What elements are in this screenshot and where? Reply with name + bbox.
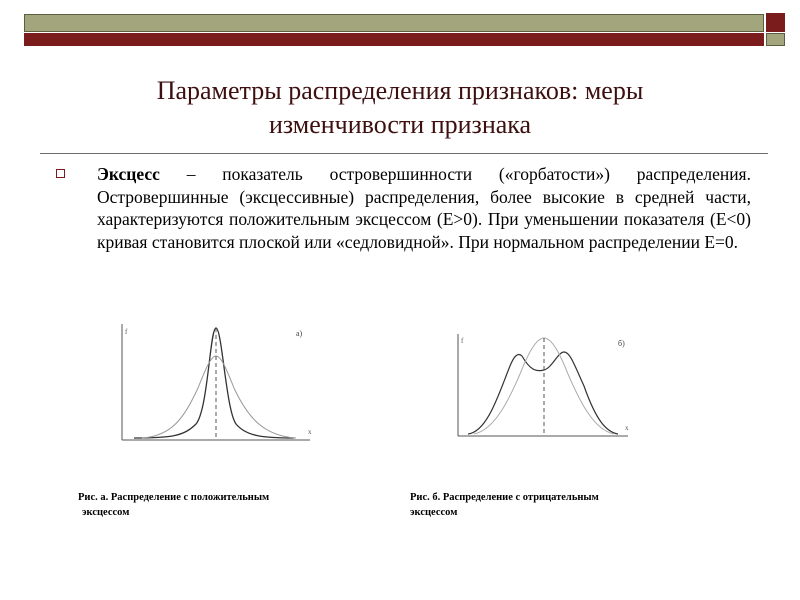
figure-a-peaked-curve	[134, 328, 294, 438]
figure-b-plot	[450, 330, 635, 445]
header-maroon-square	[766, 13, 785, 32]
figure-b-saddle-curve	[468, 352, 618, 434]
caption-figure-b	[410, 490, 690, 520]
figure-negative-kurtosis	[450, 330, 635, 445]
header-olive-bar	[24, 14, 764, 32]
figure-a-y-label: f	[125, 328, 128, 336]
caption-a-line2: эксцессом	[82, 507, 130, 518]
slide-title-line2: изменчивости признака	[268, 110, 532, 139]
caption-b-line2: эксцессом	[410, 507, 458, 518]
figure-b-x-label: x	[625, 424, 629, 432]
figure-positive-kurtosis	[112, 318, 322, 448]
figure-a-panel-label: а)	[296, 329, 303, 338]
term-kurtosis: Эксцесс	[97, 164, 160, 184]
figure-a-x-label: x	[308, 428, 312, 436]
slide-title	[60, 74, 740, 142]
caption-b-line1: Рис. б. Распределение с отрицательным	[410, 492, 599, 503]
figure-a-normal-curve	[142, 356, 296, 438]
slide-title-line1: Параметры распределения признаков: меры	[156, 76, 644, 105]
figure-a-plot	[112, 318, 322, 448]
caption-figure-a	[78, 490, 358, 520]
header-decoration	[0, 0, 800, 60]
figure-b-y-label: f	[461, 337, 464, 345]
header-olive-square	[766, 33, 785, 46]
bullet-square-icon	[56, 169, 65, 178]
body-text: – показатель островершинности («горбатости») распределения. Островершинные (эксцессивные) распределения, более высокие в средней части, характеризуются положительным эксцессом (E>0). При уменьшении показателя (E<0) кривая становится плоской или «седловидной». При нормальном распределении E=0.	[97, 164, 751, 252]
header-maroon-bar	[24, 33, 764, 46]
body-paragraph	[97, 163, 751, 253]
title-divider	[40, 153, 768, 154]
caption-a-line1: Рис. а. Распределение с положительным	[78, 492, 270, 503]
figure-b-panel-label: б)	[618, 339, 625, 348]
